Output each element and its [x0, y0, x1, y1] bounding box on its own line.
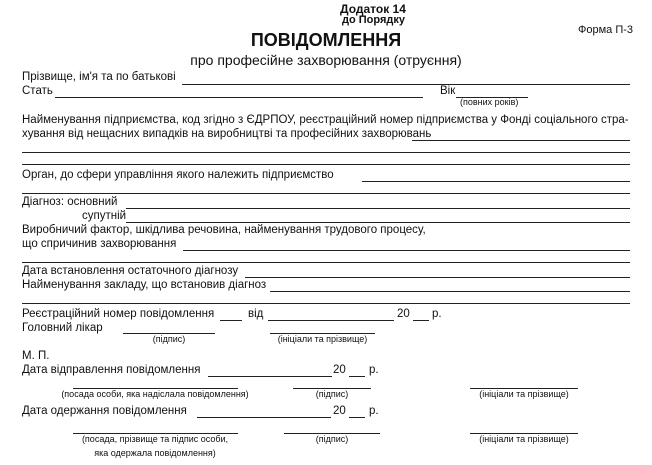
registration-number-label: Реєстраційний номер повідомлення [22, 308, 215, 320]
diagnosis-concomitant-line[interactable] [126, 222, 630, 223]
receiver-initials-hint: (ініціали та прізвище) [479, 434, 569, 444]
sex-line[interactable] [55, 97, 423, 98]
registration-date-line[interactable] [268, 320, 394, 321]
sender-initials-hint: (ініціали та прізвище) [479, 389, 569, 399]
institution-line-1[interactable] [270, 291, 630, 292]
factor-label-line1: Виробничий фактор, шкідлива речовина, найменування трудового процесу, [22, 224, 426, 236]
factor-line-1[interactable] [183, 250, 630, 251]
final-diagnosis-date-line[interactable] [245, 277, 630, 278]
enterprise-label-line2: хування від нещасних випадків на виробництві та професійних захворювань [22, 128, 432, 140]
factor-label-line2: що спричинив захворювання [22, 238, 177, 250]
enterprise-line-3[interactable] [22, 164, 630, 165]
diagnosis-main-label: Діагноз: основний [22, 196, 118, 208]
chief-doctor-label: Головний лікар [22, 322, 103, 334]
age-label: Вік [440, 85, 456, 97]
seal-label: М. П. [22, 350, 50, 362]
factor-line-2[interactable] [22, 262, 630, 263]
appendix-reference: до Порядку [342, 14, 405, 26]
appendix-number: Додаток 14 [340, 2, 406, 16]
receiver-hint-line2: яка одержала повідомлення) [94, 448, 216, 458]
registration-year-line[interactable] [413, 320, 429, 321]
receipt-date-label: Дата одержання повідомлення [22, 405, 187, 417]
document-title: ПОВІДОМЛЕННЯ [250, 30, 402, 50]
receipt-date-line[interactable] [197, 417, 331, 418]
final-diagnosis-date-label: Дата встановлення остаточного діагнозу [22, 265, 239, 277]
sending-year-prefix: 20 [333, 364, 346, 376]
form-code: Форма П-3 [578, 24, 634, 36]
sender-signature-hint: (підпис) [315, 389, 349, 399]
authority-line-1[interactable] [362, 181, 630, 182]
receipt-year-prefix: 20 [333, 405, 346, 417]
sending-date-label: Дата відправлення повідомлення [22, 364, 201, 376]
full-name-label: Прізвище, ім'я та по батькові [22, 71, 176, 83]
registration-number-line[interactable] [220, 320, 242, 321]
enterprise-label-line1: Найменування підприємства, код згідно з ЄДРПОУ, реєстраційний номер підприємства у Фонді соціального стра- [22, 114, 629, 126]
sending-date-line[interactable] [208, 376, 332, 377]
diagnosis-main-line[interactable] [126, 208, 630, 209]
chief-doctor-initials-hint: (ініціали та прізвище) [277, 334, 368, 344]
enterprise-line-1[interactable] [412, 140, 630, 141]
enterprise-line-2[interactable] [22, 152, 630, 153]
full-name-line[interactable] [182, 84, 630, 85]
registration-from-label: від [248, 308, 264, 320]
sex-label: Стать [22, 85, 53, 97]
receiver-hint-line1: (посада, прізвище та підпис особи, [81, 434, 229, 444]
registration-year-prefix: 20 [397, 308, 410, 320]
age-hint: (повних років) [460, 97, 519, 107]
sender-position-hint: (посада особи, яка надіслала повідомлення) [61, 389, 249, 399]
sending-year-suffix: р. [369, 364, 379, 376]
institution-line-2[interactable] [22, 303, 630, 304]
receipt-year-suffix: р. [369, 405, 379, 417]
sending-year-line[interactable] [349, 376, 365, 377]
registration-year-suffix: р. [432, 308, 442, 320]
authority-line-2[interactable] [22, 193, 630, 194]
receiver-signature-hint: (підпис) [315, 434, 349, 444]
authority-label: Орган, до сфери управління якого належить підприємство [22, 169, 334, 181]
chief-doctor-signature-hint: (підпис) [152, 334, 186, 344]
institution-label: Найменування закладу, що встановив діагноз [22, 279, 267, 291]
diagnosis-concomitant-label: супутній [82, 210, 127, 222]
document-subtitle: про професійне захворювання (отруєння) [190, 52, 462, 68]
receipt-year-line[interactable] [349, 417, 365, 418]
